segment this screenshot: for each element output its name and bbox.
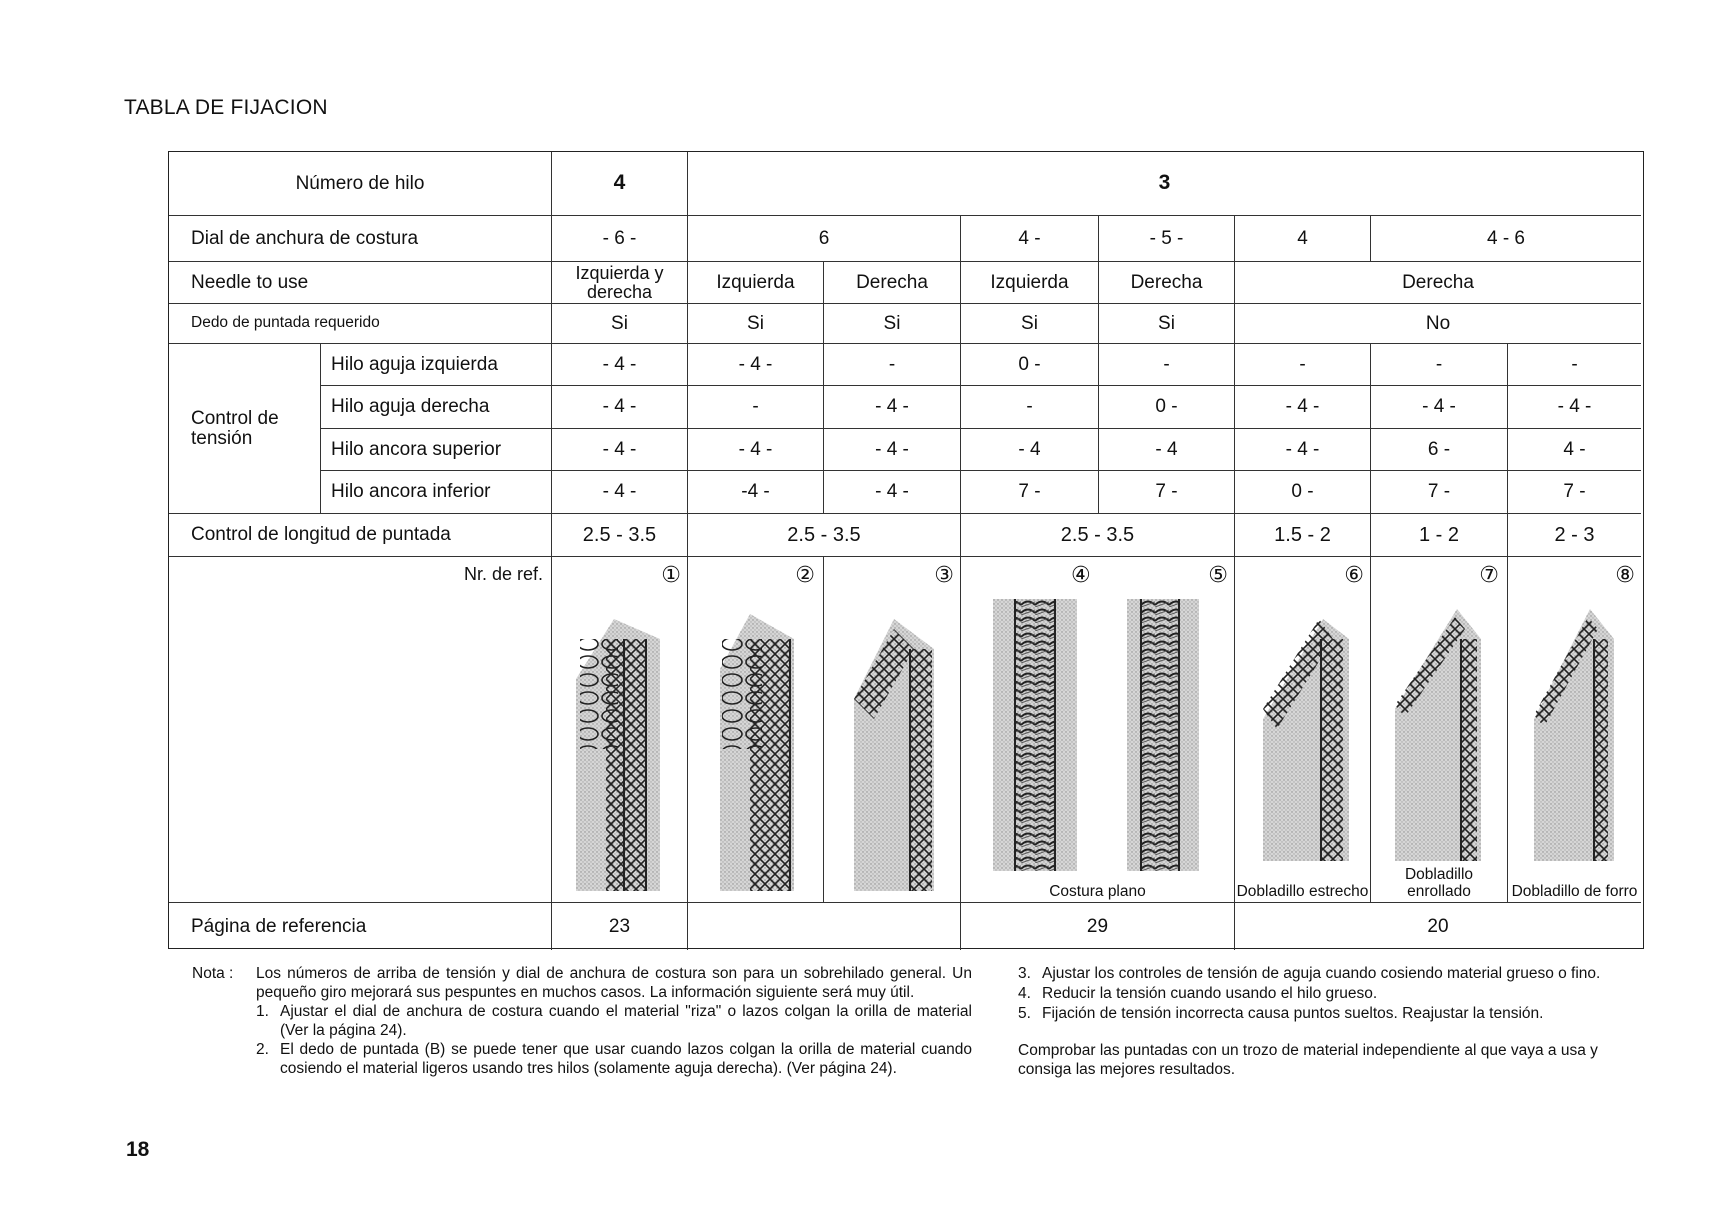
stitch-illustration-cell xyxy=(961,557,1235,903)
tension-row-label: Hilo ancora inferior xyxy=(321,471,552,514)
tension-value: 4 - xyxy=(1508,429,1641,471)
stitch-illustration xyxy=(720,599,794,891)
tension-value: - 4 - xyxy=(552,471,688,514)
stitch-length-label: Control de longitud de puntada xyxy=(169,514,552,557)
tension-value: 0 - xyxy=(1099,386,1235,429)
tension-row-label: Hilo ancora superior xyxy=(321,429,552,471)
note-number: 1. xyxy=(256,1003,269,1020)
notes-right xyxy=(1018,964,1638,1079)
note-text: Ajustar el dial de anchura de costura cuando el material "riza" o lazos colgan la orilla de material (Ver la página 24). xyxy=(280,1003,972,1039)
reference-page-value: 29 xyxy=(961,903,1235,950)
tension-value: - 4 - xyxy=(552,386,688,429)
tension-value: - 4 - xyxy=(1371,386,1508,429)
note-number: 3. xyxy=(1018,965,1031,982)
tension-value: - xyxy=(1235,344,1371,386)
note-text: Ajustar los controles de tensión de aguja cuando cosiendo material grueso o fino. xyxy=(1042,965,1601,982)
tension-value: - 4 - xyxy=(552,344,688,386)
ref-number: ⑤ xyxy=(1208,562,1228,587)
tension-value: 7 - xyxy=(1099,471,1235,514)
tension-value: - 4 xyxy=(961,429,1099,471)
stitch-caption: Dobladillo enrollado xyxy=(1404,866,1474,900)
width-dial-value: - 5 - xyxy=(1099,216,1235,262)
page-title: TABLA DE FIJACION xyxy=(124,96,328,119)
note-number: 2. xyxy=(256,1041,269,1058)
note-item xyxy=(1018,1004,1638,1023)
note-number: 4. xyxy=(1018,985,1031,1002)
stitch-illustration-cell xyxy=(1235,557,1371,903)
reference-page-value: 23 xyxy=(552,903,688,950)
thread-number-4: 4 xyxy=(552,152,688,216)
stitch-length-value: 2 - 3 xyxy=(1508,514,1641,557)
tension-value: - xyxy=(1371,344,1508,386)
tension-value: - 4 - xyxy=(824,471,961,514)
tension-value: - 4 xyxy=(1099,429,1235,471)
stitch-illustration xyxy=(993,599,1077,871)
ref-number: ⑥ xyxy=(1344,562,1364,587)
reference-page-value: 20 xyxy=(1427,915,1449,937)
stitch-illustration-cell xyxy=(1508,557,1641,903)
stitch-finger-value: Si xyxy=(552,304,688,344)
notes-label: Nota : xyxy=(192,965,234,982)
tension-value: - 4 - xyxy=(824,429,961,471)
stitch-illustration xyxy=(1395,599,1481,861)
needle-value: Izquierda y derecha xyxy=(552,262,688,304)
stitch-length-value: 2.5 - 3.5 xyxy=(961,514,1235,557)
reference-page-value xyxy=(688,903,961,950)
notes-closing: Comprobar las puntadas con un trozo de material independiente al que vaya a usa y consiga las mejores resultados. xyxy=(1018,1042,1598,1078)
needle-label: Needle to use xyxy=(169,262,552,304)
stitch-illustration-cell xyxy=(552,557,688,903)
tension-value: 7 - xyxy=(961,471,1099,514)
tension-value: 0 - xyxy=(1235,471,1371,514)
note-text: El dedo de puntada (B) se puede tener que usar cuando lazos colgan la orilla de material cuando cosiendo el material ligeros usando tres hilos (solamente aguja derecha). (Ver página 24). xyxy=(280,1041,972,1077)
note-item xyxy=(256,1002,972,1040)
tension-value: 7 - xyxy=(1371,471,1508,514)
tension-value: - xyxy=(1508,344,1641,386)
needle-value: Derecha xyxy=(824,262,961,304)
width-dial-label: Dial de anchura de costura xyxy=(169,216,552,262)
stitch-finger-value: Si xyxy=(1099,304,1235,344)
tension-value: 6 - xyxy=(1371,429,1508,471)
stitch-illustration xyxy=(1534,599,1614,861)
tension-value: - xyxy=(824,344,961,386)
needle-value: Izquierda xyxy=(961,262,1099,304)
stitch-length-value: 2.5 - 3.5 xyxy=(688,514,961,557)
ref-number: ④ xyxy=(1071,562,1091,587)
note-item xyxy=(1018,984,1638,1003)
width-dial-value: 4 - xyxy=(961,216,1099,262)
ref-number-label: Nr. de ref. xyxy=(463,564,543,584)
note-item xyxy=(1018,964,1638,983)
stitch-illustration-cell xyxy=(1371,557,1508,903)
stitch-illustration xyxy=(1127,599,1199,871)
stitch-caption: Dobladillo de forro xyxy=(1511,882,1638,900)
needle-value: Derecha xyxy=(1099,262,1235,304)
needle-value: Derecha xyxy=(1235,262,1641,304)
width-dial-value: 4 - 6 xyxy=(1371,216,1641,262)
reference-page-label: Página de referencia xyxy=(169,903,552,950)
ref-number: ③ xyxy=(934,562,954,587)
tension-value: - 4 - xyxy=(688,429,824,471)
width-dial-value: 4 xyxy=(1235,216,1371,262)
tension-value: 0 - xyxy=(961,344,1099,386)
stitch-finger-value: Si xyxy=(688,304,824,344)
stitch-illustration-cell xyxy=(824,557,961,903)
tension-value: - xyxy=(688,386,824,429)
stitch-finger-value: Si xyxy=(824,304,961,344)
tension-value: - xyxy=(1099,344,1235,386)
ref-number: ② xyxy=(795,562,815,587)
tension-value: - 4 - xyxy=(1235,429,1371,471)
thread-number-3: 3 xyxy=(688,152,1641,216)
note-item xyxy=(256,1040,972,1078)
stitch-illustration xyxy=(576,599,660,891)
stitch-length-value: 1.5 - 2 xyxy=(1235,514,1371,557)
stitch-finger-value: Si xyxy=(961,304,1099,344)
stitch-finger-label: Dedo de puntada requerido xyxy=(169,304,552,344)
tension-value: - xyxy=(961,386,1099,429)
note-number: 5. xyxy=(1018,1005,1031,1022)
page-number: 18 xyxy=(126,1138,150,1161)
tension-value: - 4 - xyxy=(552,429,688,471)
tension-value: -4 - xyxy=(688,471,824,514)
thread-number-label: Número de hilo xyxy=(169,152,552,216)
stitch-illustration-cell xyxy=(688,557,824,903)
tension-value: 7 - xyxy=(1508,471,1641,514)
notes-left xyxy=(192,964,972,1078)
tension-value: - 4 - xyxy=(688,344,824,386)
tension-group-label: Control de tensión xyxy=(169,344,321,514)
notes-intro: Los números de arriba de tensión y dial de anchura de costura son para un sobrehilado general. Un pequeño giro mejorará sus pespuntes en muchos casos. La información siguiente será muy útil. xyxy=(256,965,972,1001)
stitch-length-value: 1 - 2 xyxy=(1371,514,1508,557)
needle-value: Izquierda xyxy=(688,262,824,304)
tension-row-label: Hilo aguja derecha xyxy=(321,386,552,429)
ref-label-cell xyxy=(169,557,552,903)
width-dial-value: - 6 - xyxy=(552,216,688,262)
stitch-illustration xyxy=(854,599,934,891)
tension-row-label: Hilo aguja izquierda xyxy=(321,344,552,386)
stitch-length-value: 2.5 - 3.5 xyxy=(552,514,688,557)
ref-number: ⑧ xyxy=(1615,562,1635,587)
settings-table xyxy=(168,151,1644,949)
tension-value: - 4 - xyxy=(824,386,961,429)
stitch-illustration xyxy=(1263,599,1349,861)
tension-value: - 4 - xyxy=(1235,386,1371,429)
stitch-finger-value: No xyxy=(1235,304,1641,344)
ref-number: ⑦ xyxy=(1479,562,1499,587)
width-dial-value: 6 xyxy=(688,216,961,262)
stitch-caption: Dobladillo estrecho xyxy=(1236,882,1369,900)
stitch-caption: Costura plano xyxy=(1049,882,1146,900)
ref-number: ① xyxy=(661,562,681,587)
tension-value: - 4 - xyxy=(1508,386,1641,429)
note-text: Fijación de tensión incorrecta causa puntos sueltos. Reajustar la tensión. xyxy=(1042,1005,1544,1022)
note-text: Reducir la tensión cuando usando el hilo grueso. xyxy=(1042,985,1378,1002)
